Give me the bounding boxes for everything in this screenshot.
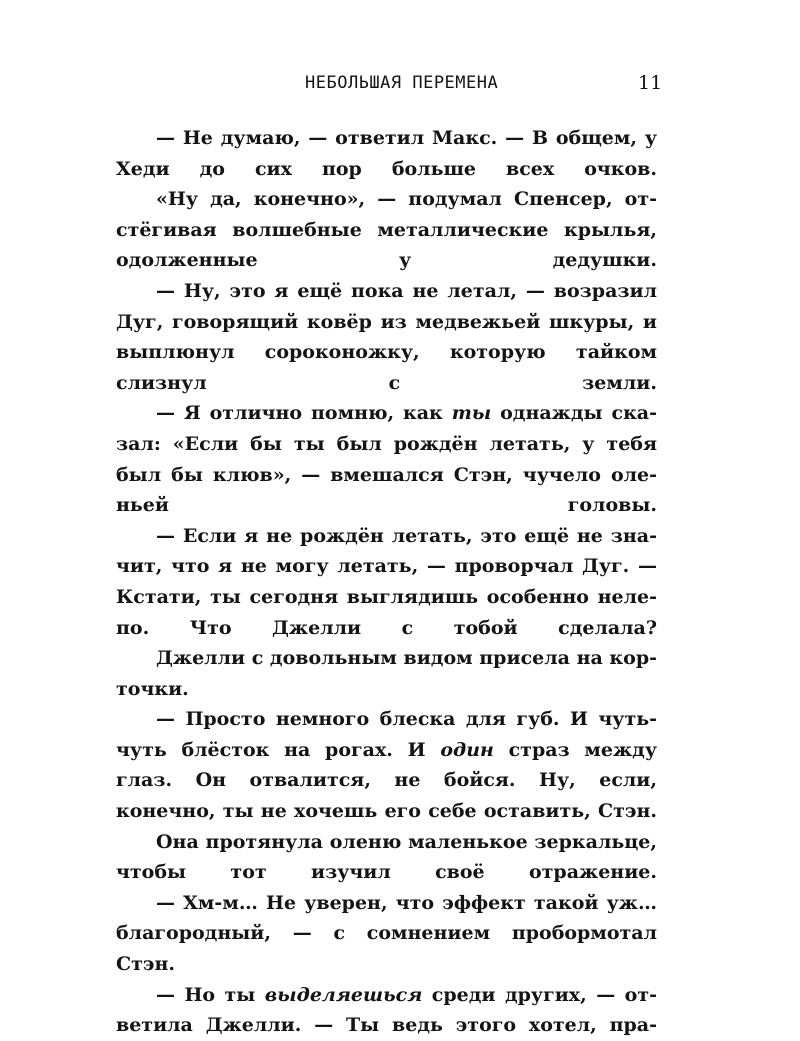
paragraph-text: — Если я не рождён летать, это ещё не значит, что я не могу летать, — проворчал Дуг. — Кстати, ты сегодня выглядишь особенно нелепо. Что Джелли с тобой сделала?: [116, 524, 657, 639]
paragraph-jelly-crouch: [116, 643, 657, 704]
paragraph-text: — Ну, это я ещё пока не летал, — возразил Дуг, говорящий ковёр из медвежьей шкуры, и выплюнул сороконожку, которую тайком слизнул с земли.: [116, 279, 657, 394]
paragraph-spencer-thought: [116, 184, 657, 276]
emphasis-text: ты: [451, 402, 492, 425]
emphasis-text: один: [440, 738, 494, 761]
paragraph-mirror: [116, 827, 657, 888]
paragraph-text: страз между глаз. Он отвалится, не бойся. Ну, если, конечно, ты не хочешь его себе оставить, Стэн.: [116, 738, 658, 823]
paragraph-dialogue-stan-doubt: [116, 888, 657, 980]
body-text: [116, 123, 657, 1041]
paragraph-text: среди других, — ответила Джелли. — Ты ведь этого хотел, пра-: [116, 983, 657, 1037]
paragraph-text: — Но ты: [156, 983, 265, 1006]
paragraph-dialogue-doug: [116, 276, 657, 398]
paragraph-text: — Хм-м… Не уверен, что эффект такой уж… благородный, — с сомнением пробормотал Стэн.: [116, 891, 657, 976]
paragraph-dialogue-max: [116, 123, 657, 184]
paragraph-dialogue-stan: [116, 398, 657, 520]
paragraph-text: Она протянула оленю маленькое зеркальце, чтобы тот изучил своё отражение.: [116, 830, 657, 884]
paragraph-text: — Не думаю, — ответил Макс. — В общем, у Хеди до сих пор больше всех очков.: [116, 127, 657, 180]
paragraph-dialogue-doug-grumble: [116, 521, 657, 643]
paragraph-text: «Ну да, конечно», — подумал Спенсер, отстёгивая волшебные металлические крылья, одолженные у дедушки.: [116, 188, 657, 272]
paragraph-dialogue-jelly-reply: [116, 980, 657, 1041]
paragraph-text: — Я отлично помню, как: [156, 402, 452, 425]
running-title: НЕБОЛЬШАЯ ПЕРЕМЕНА: [305, 73, 499, 93]
page-number: 11: [638, 72, 663, 94]
paragraph-text: однажды сказал: «Если бы ты был рождён летать, у тебя был бы клюв», — вмешался Стэн, чучело оленьей головы.: [116, 402, 658, 517]
paragraph-text: — Просто немного блеска для губ. И чуть-чуть блёсток на рогах. И: [116, 708, 657, 761]
emphasis-text: выделяешься: [264, 983, 423, 1006]
paragraph-dialogue-jelly: [116, 704, 657, 826]
paragraph-text: Джелли с довольным видом присела на корточки.: [116, 647, 657, 700]
